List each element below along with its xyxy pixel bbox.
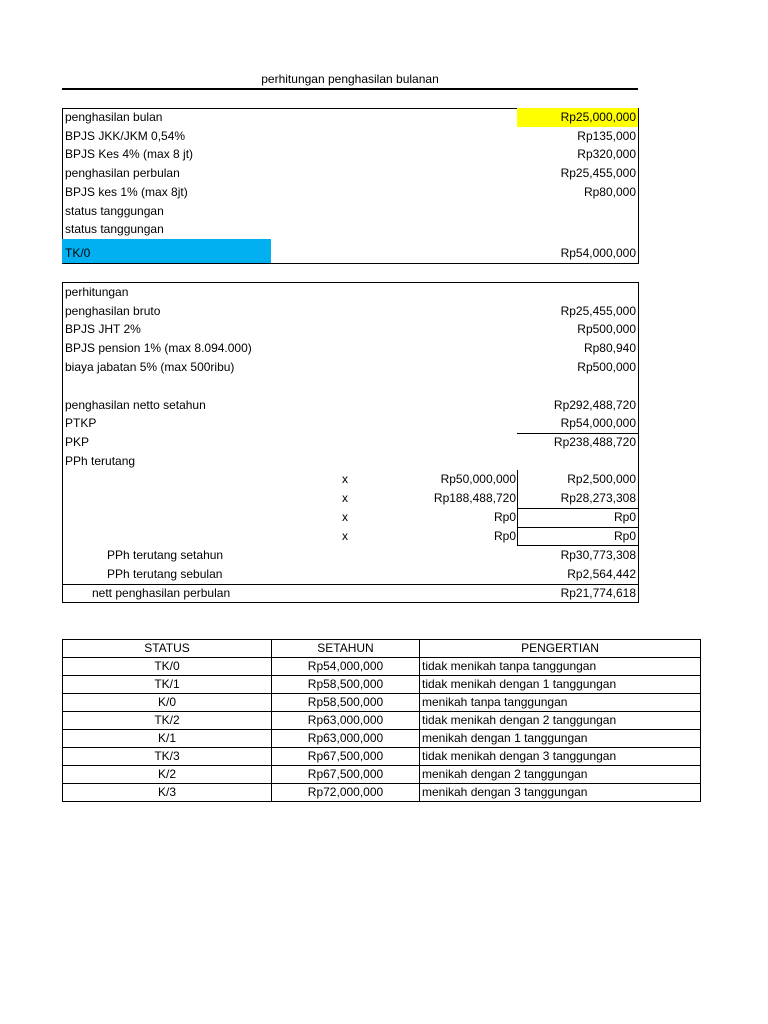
setahun-cell: Rp58,500,000 (272, 676, 420, 694)
calc-label-3: biaya jabatan 5% (max 500ribu) (65, 360, 235, 374)
income-label-1: BPJS JKK/JKM 0,54% (65, 129, 186, 143)
setahun-cell: Rp72,000,000 (272, 784, 420, 802)
status-cell: K/2 (63, 766, 272, 784)
setahun-cell: Rp63,000,000 (272, 712, 420, 730)
pph-year-value: Rp30,773,308 (560, 548, 636, 562)
status-cell: K/3 (63, 784, 272, 802)
table-row (63, 748, 701, 766)
table-row (63, 712, 701, 730)
table-row (63, 658, 701, 676)
setahun-cell: Rp67,500,000 (272, 748, 420, 766)
bracket-tax-1: Rp28,273,308 (560, 491, 636, 505)
pengertian-cell: menikah tanpa tanggungan (420, 694, 701, 712)
income-value-4: Rp80,000 (583, 185, 636, 199)
bracket-base-3: Rp0 (493, 529, 516, 543)
calc-value-1: Rp500,000 (577, 322, 636, 336)
ptkp-value: Rp54,000,000 (560, 416, 636, 430)
netto-label: penghasilan netto setahun (65, 398, 206, 412)
pph-month-label: PPh terutang sebulan (107, 567, 223, 581)
calc-value-0: Rp25,455,000 (560, 304, 636, 318)
ptkp-label: PTKP (65, 416, 97, 430)
bracket-base-0: Rp50,000,000 (440, 472, 516, 486)
header-setahun: SETAHUN (272, 640, 420, 658)
income-label-0: penghasilan bulan (65, 110, 163, 124)
bracket-x-3: x (342, 529, 348, 543)
pph-month-value: Rp2,564,442 (567, 567, 636, 581)
pengertian-cell: menikah dengan 1 tanggungan (420, 730, 701, 748)
setahun-cell: Rp54,000,000 (272, 658, 420, 676)
bracket-base-2: Rp0 (493, 510, 516, 524)
setahun-cell: Rp58,500,000 (272, 694, 420, 712)
status-select-cell[interactable] (62, 239, 271, 263)
calc-label-0: penghasilan bruto (65, 304, 161, 318)
page-title: perhitungan penghasilan bulanan (261, 72, 439, 86)
pph-year-label: PPh terutang setahun (107, 548, 224, 562)
income-label-6: status tanggungan (65, 222, 164, 236)
income-label-3: penghasilan perbulan (65, 166, 180, 180)
income-value-0[interactable]: Rp25,000,000 (560, 110, 636, 124)
pengertian-cell: tidak menikah dengan 2 tanggungan (420, 712, 701, 730)
bracket-tax-3: Rp0 (613, 529, 636, 543)
pkp-label: PKP (65, 435, 90, 449)
status-ptkp-value: Rp54,000,000 (560, 246, 636, 260)
calc-label-2: BPJS pension 1% (max 8.094.000) (65, 341, 252, 355)
income-value-2: Rp320,000 (577, 147, 636, 161)
table-row (63, 694, 701, 712)
status-cell: TK/0 (63, 658, 272, 676)
calc-label-1: BPJS JHT 2% (65, 322, 141, 336)
status-select-value[interactable]: TK/0 (65, 246, 91, 260)
table-row (63, 730, 701, 748)
nett-label: nett penghasilan perbulan (92, 586, 231, 600)
setahun-cell: Rp63,000,000 (272, 730, 420, 748)
status-cell: K/0 (63, 694, 272, 712)
title-underline (62, 88, 638, 90)
income-value-3: Rp25,455,000 (560, 166, 636, 180)
bracket-base-1: Rp188,488,720 (433, 491, 516, 505)
pengertian-cell: menikah dengan 2 tanggungan (420, 766, 701, 784)
bracket-tax-0: Rp2,500,000 (567, 472, 636, 486)
table-row (63, 766, 701, 784)
calc-header: perhitungan (65, 285, 129, 299)
calc-value-3: Rp500,000 (577, 360, 636, 374)
pengertian-cell: tidak menikah tanpa tanggungan (420, 658, 701, 676)
table-row (63, 676, 701, 694)
bracket-x-1: x (342, 491, 348, 505)
pengertian-cell: menikah dengan 3 tanggungan (420, 784, 701, 802)
status-cell: K/1 (63, 730, 272, 748)
pengertian-cell: tidak menikah dengan 3 tanggungan (420, 748, 701, 766)
setahun-cell: Rp67,500,000 (272, 766, 420, 784)
table-row (63, 784, 701, 802)
netto-value: Rp292,488,720 (553, 398, 636, 412)
header-status: STATUS (63, 640, 272, 658)
header-pengertian: PENGERTIAN (420, 640, 701, 658)
income-label-5: status tanggungan (65, 204, 164, 218)
pengertian-cell: tidak menikah dengan 1 tanggungan (420, 676, 701, 694)
status-cell: TK/3 (63, 748, 272, 766)
income-label-4: BPJS kes 1% (max 8jt) (65, 185, 188, 199)
pph-label: PPh terutang (65, 454, 136, 468)
bracket-x-0: x (342, 472, 348, 486)
calc-value-2: Rp80,940 (583, 341, 636, 355)
bracket-x-2: x (342, 510, 348, 524)
status-cell: TK/1 (63, 676, 272, 694)
income-label-2: BPJS Kes 4% (max 8 jt) (65, 147, 194, 161)
nett-value: Rp21,774,618 (560, 586, 636, 600)
status-table (62, 639, 701, 802)
pkp-value: Rp238,488,720 (553, 435, 636, 449)
bracket-tax-2: Rp0 (613, 510, 636, 524)
income-value-1: Rp135,000 (577, 129, 636, 143)
status-cell: TK/2 (63, 712, 272, 730)
status-table-header (63, 640, 701, 658)
